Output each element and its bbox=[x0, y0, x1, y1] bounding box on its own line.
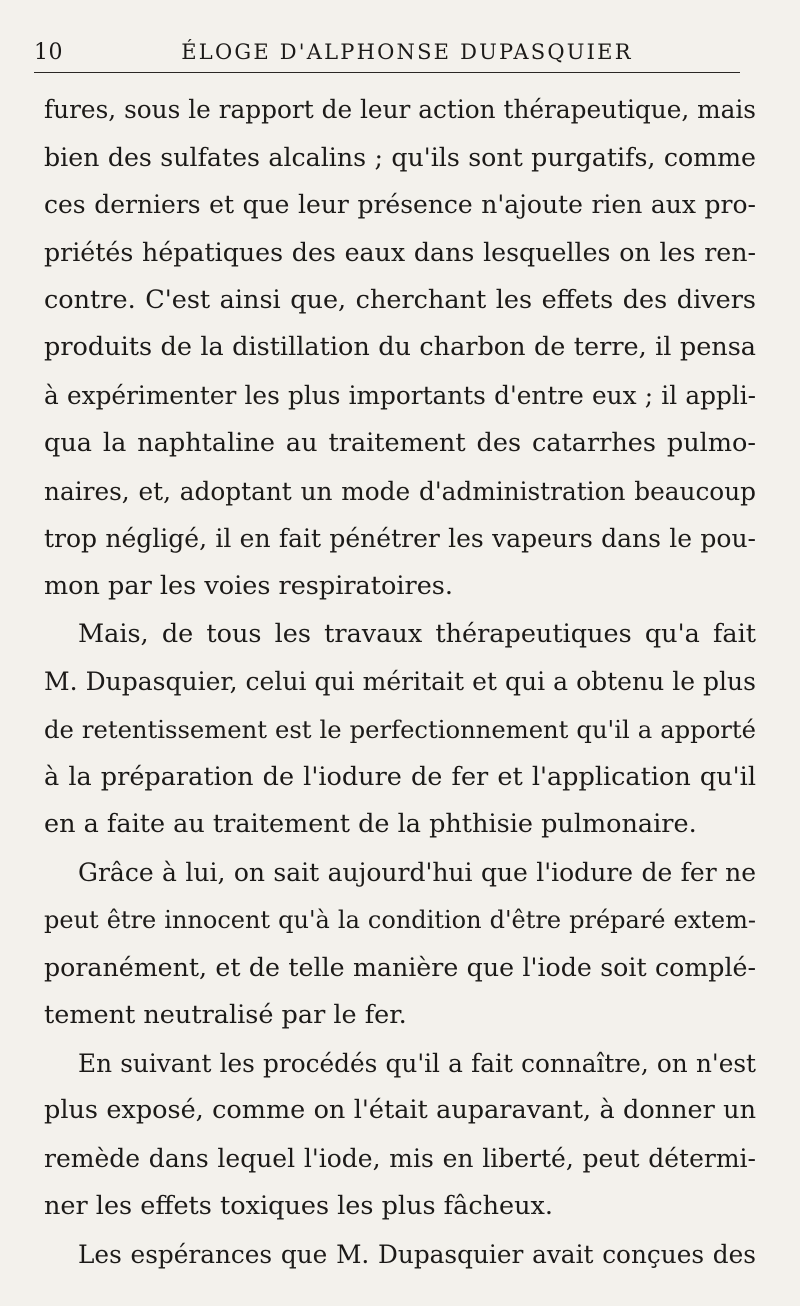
text-line: trop négligé, il en fait pénétrer les vapeurs dans le pou- bbox=[44, 524, 756, 554]
page-number: 10 bbox=[34, 40, 63, 65]
text-line: en a faite au traitement de la phthisie pulmonaire. bbox=[44, 809, 697, 840]
text-line: tement neutralisé par le fer. bbox=[44, 1000, 407, 1031]
text-line: contre. C'est ainsi que, cherchant les effets des divers bbox=[44, 284, 756, 315]
page-header bbox=[34, 36, 740, 66]
text-line: En suivant les procédés qu'il a fait connaître, on n'est bbox=[78, 1048, 756, 1078]
text-line: produits de la distillation du charbon de terre, il pensa bbox=[44, 332, 756, 363]
text-line: mon par les voies respiratoires. bbox=[44, 570, 453, 601]
text-line: ner les effets toxiques les plus fâcheux. bbox=[44, 1190, 554, 1221]
body-text bbox=[44, 86, 756, 1278]
paragraph bbox=[44, 1231, 756, 1279]
text-line: Mais, de tous les travaux thérapeutiques qu'a fait bbox=[78, 618, 756, 649]
paragraph bbox=[44, 1040, 756, 1231]
text-line: Grâce à lui, on sait aujourd'hui que l'iodure de fer ne bbox=[78, 858, 756, 887]
text-line: à la préparation de l'iodure de fer et l'application qu'il bbox=[44, 761, 756, 792]
text-line: fures, sous le rapport de leur action thérapeutique, mais bbox=[44, 95, 756, 124]
text-line: plus exposé, comme on l'était auparavant, à donner un bbox=[44, 1095, 756, 1126]
text-line: remède dans lequel l'iode, mis en liberté, peut détermi- bbox=[44, 1144, 756, 1174]
text-line: poranément, et de telle manière que l'iode soit complé- bbox=[44, 953, 756, 983]
paragraph bbox=[44, 611, 756, 849]
text-line: priétés hépatiques des eaux dans lesquelles on les ren- bbox=[44, 238, 756, 268]
text-line: de retentissement est le perfectionnement qu'il a apporté bbox=[44, 714, 756, 744]
text-line: Les espérances que M. Dupasquier avait conçues des bbox=[78, 1239, 756, 1269]
text-line: naires, et, adoptant un mode d'administration beaucoup bbox=[44, 476, 756, 506]
text-line: M. Dupasquier, celui qui méritait et qui a obtenu le plus bbox=[44, 667, 756, 697]
paragraph bbox=[44, 86, 756, 611]
text-line: bien des sulfates alcalins ; qu'ils sont purgatifs, comme bbox=[44, 142, 756, 172]
text-line: qua la naphtaline au traitement des catarrhes pulmo- bbox=[44, 427, 756, 458]
text-line: ces derniers et que leur présence n'ajoute rien aux pro- bbox=[44, 190, 756, 220]
paragraph bbox=[44, 849, 756, 1040]
header-rule bbox=[34, 72, 740, 73]
running-title: ÉLOGE D'ALPHONSE DUPASQUIER bbox=[181, 40, 633, 64]
text-line: peut être innocent qu'à la condition d'être préparé extem- bbox=[44, 905, 756, 934]
text-line: à expérimenter les plus importants d'entre eux ; il appli- bbox=[44, 381, 756, 411]
